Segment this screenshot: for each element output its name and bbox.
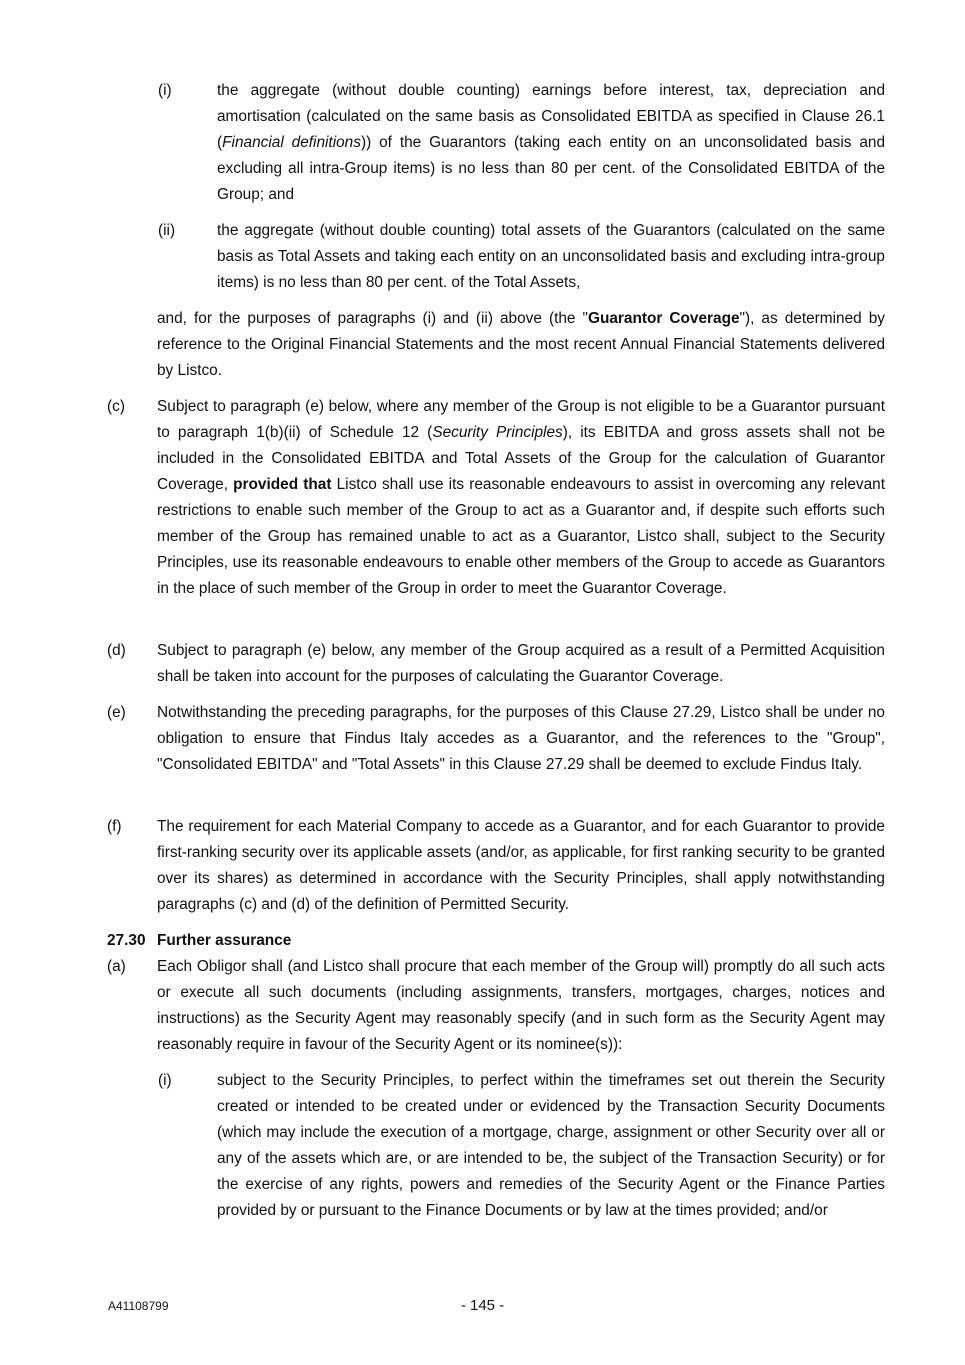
para-a-text: Each Obligor shall (and Listco shall procure that each member of the Group will) promptly do all such acts or execute all such documents (including assignments, transfers, mortgages, charges, notices and instructions) as the Security Agent may reasonably specify (and in such form as the Security Agent may reasonably require in favour of the Security Agent or its nominee(s)): <box>157 958 885 1053</box>
document-reference: A41108799 <box>108 1299 169 1313</box>
subitem-i-number: (i) <box>158 1072 172 1089</box>
para-e-number: (e) <box>107 704 126 721</box>
page-number: - 145 - <box>460 1297 505 1314</box>
guarantor-coverage-paragraph: and, for the purposes of paragraphs (i) and (ii) above (the "Guarantor Coverage"), as determined by reference to the Original Financial Statements and the most recent Annual Financial Statements delivered by Listco. <box>157 310 885 379</box>
para-f-number: (f) <box>107 818 122 835</box>
item-i-number: (i) <box>158 82 172 99</box>
item-ii-text: the aggregate (without double counting) total assets of the Guarantors (calculated on the same basis as Total Assets and taking each entity on an unconsolidated basis and excluding intra-group items) is no less than 80 per cent. of the Total Assets, <box>217 222 885 291</box>
provided-that-term: provided that <box>233 476 332 493</box>
subitem-i-text: subject to the Security Principles, to perfect within the timeframes set out therein the Security created or intended to be created under or evidenced by the Transaction Security Documents (which may include the execution of a mortgage, charge, assignment or other Security over all or any of the assets which are, or are intended to be, the subject of the Transaction Security) or for the exercise of any rights, powers and remedies of the Security Agent or the Finance Parties provided by or pursuant to the Finance Documents or by law at the times provided; and/or <box>217 1072 885 1219</box>
para-f-text: The requirement for each Material Company to accede as a Guarantor, and for each Guarantor to provide first-ranking security over its applicable assets (and/or, as applicable, for first ranking security to be granted over its shares) as determined in accordance with the Security Principles, shall apply notwithstanding paragraphs (c) and (d) of the definition of Permitted Security. <box>157 818 885 913</box>
para-e-text: Notwithstanding the preceding paragraphs, for the purposes of this Clause 27.29, Listco shall be under no obligation to ensure that Findus Italy accedes as a Guarantor, and the references to the "Group", "Consolidated EBITDA" and "Total Assets" in this Clause 27.29 shall be deemed to exclude Findus Italy. <box>157 704 885 773</box>
section-title: Further assurance <box>157 932 292 949</box>
guarantor-coverage-term: Guarantor Coverage <box>587 310 740 327</box>
item-i-text: the aggregate (without double counting) earnings before interest, tax, depreciation and amortisation (calculated on the same basis as Consolidated EBITDA as specified in Clause 26.1 (Financial definitions)) of the Guarantors (taking each entity on an unconsolidated basis and excluding all intra-Group items) is no less than 80 per cent. of the Consolidated EBITDA of the Group; and <box>217 82 886 203</box>
para-c-text: Subject to paragraph (e) below, where any member of the Group is not eligible to be a Guarantor pursuant to paragraph 1(b)(ii) of Schedule 12 (Security Principles), its EBITDA and gross assets shall not be included in the Consolidated EBITDA and Total Assets of the Group for the calculation of Guarantor Coverage, provided that Listco shall use its reasonable endeavours to assist in overcoming any relevant restrictions to enable such member of the Group to act as a Guarantor and, if despite such efforts such member of the Group has remained unable to act as a Guarantor, Listco shall, subject to the Security Principles, use its reasonable endeavours to enable other members of the Group to accede as Guarantors in the place of such member of the Group in order to meet the Guarantor Coverage. <box>157 398 886 597</box>
item-ii-number: (ii) <box>158 222 176 239</box>
para-c-number: (c) <box>107 398 125 415</box>
section-number: 27.30 <box>107 932 146 949</box>
para-d-number: (d) <box>107 642 126 659</box>
para-d-text: Subject to paragraph (e) below, any member of the Group acquired as a result of a Permitted Acquisition shall be taken into account for the purposes of calculating the Guarantor Coverage. <box>157 642 885 685</box>
section-heading <box>107 928 291 954</box>
security-principles-ref: Security Principles <box>432 424 563 441</box>
financial-definitions-ref: Financial definitions <box>222 134 361 151</box>
para-a-number: (a) <box>107 958 126 975</box>
